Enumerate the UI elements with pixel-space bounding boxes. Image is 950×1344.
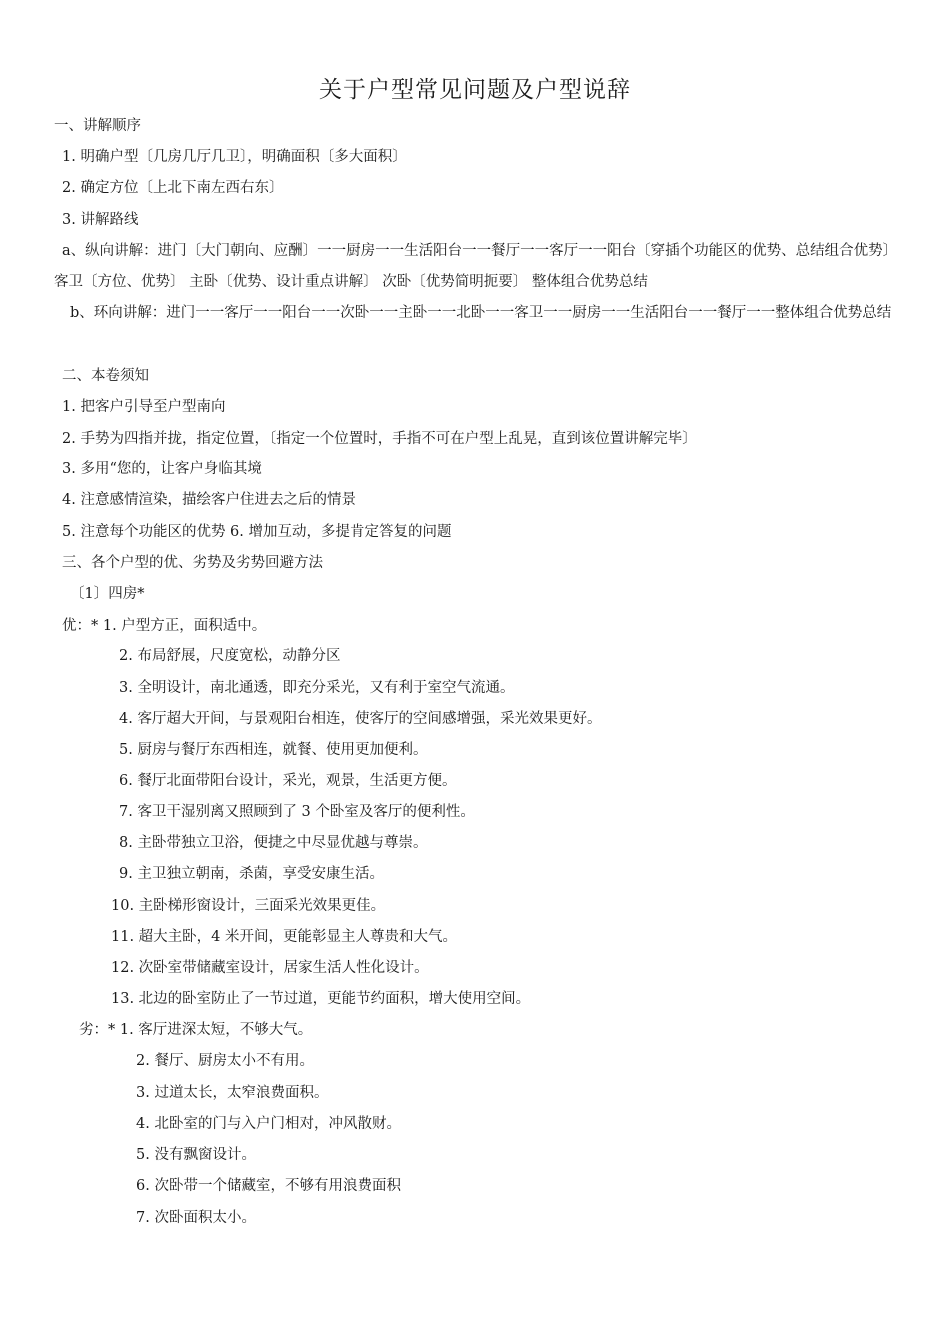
section-1-item: 2. 确定方位〔上北下南左西右东〕	[62, 180, 284, 196]
section-2-item: 5. 注意每个功能区的优势 6. 增加互动，多提肯定答复的问题	[62, 524, 452, 540]
pros-item: 5. 厨房与餐厅东西相连，就餐、使用更加便利。	[119, 742, 428, 758]
cons-item: 4. 北卧室的门与入户门相对，冲风散财。	[136, 1116, 401, 1132]
pros-item: 优：* 1. 户型方正，面积适中。	[62, 618, 267, 634]
section-2-item: 1. 把客户引导至户型南向	[62, 399, 226, 415]
section-1-item: 3. 讲解路线	[62, 212, 139, 228]
pros-item: 4. 客厅超大开间，与景观阳台相连，使客厅的空间感增强，采光效果更好。	[119, 711, 602, 727]
cons-item: 5. 没有飘窗设计。	[136, 1147, 256, 1163]
pros-item: 13. 北边的卧室防止了一节过道，更能节约面积，增大使用空间。	[111, 991, 531, 1007]
section-3-heading: 三、各个户型的优、劣势及劣势回避方法	[62, 555, 323, 571]
document-title: 关于户型常见问题及户型说辞	[319, 77, 631, 103]
pros-item: 10. 主卧梯形窗设计，三面采光效果更佳。	[111, 898, 386, 914]
section-1-heading: 一、讲解顺序	[54, 118, 141, 134]
pros-item: 3. 全明设计，南北通透，即充分采光，又有利于室空气流通。	[119, 680, 515, 696]
pros-item: 2. 布局舒展，尺度宽松，动静分区	[119, 648, 341, 664]
pros-item: 8. 主卧带独立卫浴，便捷之中尽显优越与尊崇。	[119, 835, 428, 851]
pros-item: 11. 超大主卧，4 米开间，更能彰显主人尊贵和大气。	[111, 929, 458, 945]
section-2-item: 4. 注意感情渲染，描绘客户住进去之后的情景	[62, 492, 356, 508]
cons-item: 7. 次卧面积太小。	[136, 1210, 256, 1226]
route-b-paragraph: b、环向讲解：进门一一客厅一一阳台一一次卧一一主卧一一北卧一一客卫一一厨房一一生活阳台一一餐厅一一整体组合优势总结	[70, 305, 892, 321]
section-2-heading: 二、本卷须知	[62, 368, 149, 384]
pros-item: 7. 客卫干湿别离又照顾到了 3 个卧室及客厅的便利性。	[119, 804, 475, 820]
section-1-item: 1. 明确户型〔几房几厅几卫〕，明确面积〔多大面积〕	[62, 149, 407, 165]
section-2-item: 3. 多用“您的，让客户身临其境	[62, 461, 262, 477]
four-room-subheading: 〔1〕四房*	[70, 586, 145, 602]
cons-item: 劣：* 1. 客厅进深太短，不够大气。	[79, 1022, 313, 1038]
cons-item: 6. 次卧带一个储藏室，不够有用浪费面积	[136, 1178, 401, 1194]
pros-item: 12. 次卧室带储藏室设计，居家生活人性化设计。	[111, 960, 429, 976]
pros-item: 6. 餐厅北面带阳台设计，采光，观景，生活更方便。	[119, 773, 457, 789]
pros-item: 9. 主卫独立朝南，杀菌，享受安康生活。	[119, 866, 384, 882]
cons-item: 2. 餐厅、厨房太小不有用。	[136, 1053, 314, 1069]
route-a-paragraph: a、纵向讲解：进门〔大门朝向、应酬〕一一厨房一一生活阳台一一餐厅一一客厅一一阳台〔穿插个功能区的优势、总结组合优势〕 客卫〔方位、优势〕 主卧〔优势、设计重点讲解〕 次卧〔优势简明扼要〕 整体组合优势总结	[54, 243, 898, 290]
section-2-item: 2. 手势为四指并拢，指定位置，〔指定一个位置时，手指不可在户型上乱晃，直到该位置讲解完毕〕	[62, 431, 697, 447]
cons-item: 3. 过道太长，太窄浪费面积。	[136, 1085, 329, 1101]
